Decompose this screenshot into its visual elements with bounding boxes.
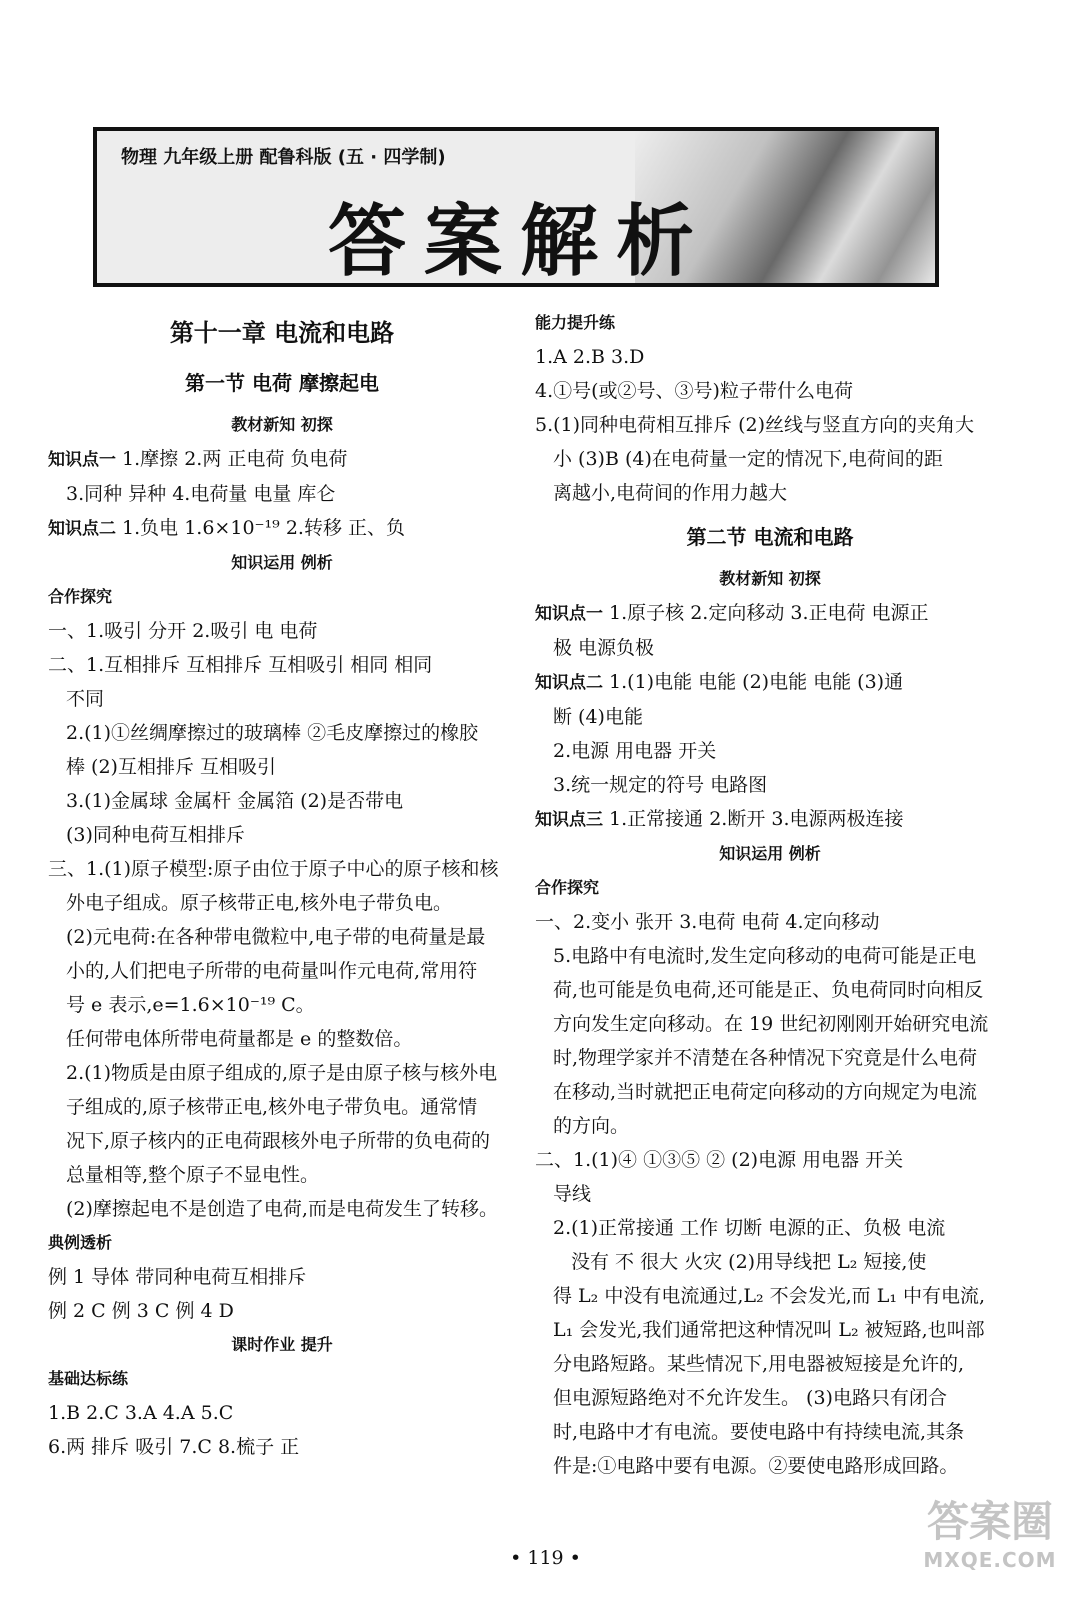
text-line: 在移动,当时就把正电荷定向移动的方向规定为电流 [553, 1081, 978, 1103]
subheading: 课时作业 提升 [231, 1335, 333, 1354]
text-line: 1.A 2.B 3.D [535, 346, 645, 368]
text-line: 知识点二 1.负电 1.6×10⁻¹⁹ 2.转移 正、负 [48, 517, 405, 539]
text-line: 导线 [553, 1183, 592, 1205]
text-line: 知识点三 1.正常接通 2.断开 3.电源两极连接 [535, 808, 904, 830]
text-line: 知识点一 1.摩擦 2.两 正电荷 负电荷 [48, 448, 348, 470]
left-column [48, 306, 516, 1464]
text-line: 1.B 2.C 3.A 4.A 5.C [48, 1402, 234, 1424]
text-line: 3.同种 异种 4.电荷量 电量 库仑 [66, 483, 336, 505]
page-title: 答案解析 [327, 197, 712, 287]
text-line: 时,物理学家并不清楚在各种情况下究竟是什么电荷 [553, 1047, 978, 1069]
text-line: 知识点二 1.(1)电能 电能 (2)电能 电能 (3)通 [535, 671, 904, 693]
text-line: 一、2.变小 张开 3.电荷 电荷 4.定向移动 [535, 911, 880, 933]
text-line: 荷,也可能是负电荷,还可能是正、负电荷同时向相反 [553, 979, 984, 1001]
chapter-title: 第十一章 电流和电路 [169, 319, 395, 347]
text-line: (2)摩擦起电不是创造了电荷,而是电荷发生了转移。 [66, 1198, 498, 1220]
title-banner [93, 127, 939, 287]
group-heading: 合作探究 [48, 587, 113, 606]
text-line: 不同 [66, 688, 105, 710]
text-line: 没有 不 很大 火灾 (2)用导线把 L₂ 短接,使 [571, 1251, 927, 1273]
text-line: 2.(1)①丝绸摩擦过的玻璃棒 ②毛皮摩擦过的橡胶 [66, 722, 479, 744]
section-title-2: 第二节 电流和电路 [686, 525, 854, 549]
text-line: 方向发生定向移动。在 19 世纪初刚刚开始研究电流 [553, 1013, 989, 1035]
watermark-logo [905, 1496, 1075, 1592]
text-line: L₁ 会发光,我们通常把这种情况叫 L₂ 被短路,也叫部 [553, 1319, 985, 1341]
book-subtitle: 物理 九年级上册 配鲁科版 (五 · 四学制) [121, 147, 446, 168]
text-line: 6.两 排斥 吸引 7.C 8.梳子 正 [48, 1436, 300, 1458]
page-number: • 119 • [510, 1547, 581, 1569]
subheading: 教材新知 初探 [231, 415, 333, 434]
text-line: 总量相等,整个原子不显电性。 [66, 1164, 320, 1186]
text-line: 3.统一规定的符号 电路图 [553, 774, 768, 796]
text-line: 号 e 表示,e=1.6×10⁻¹⁹ C。 [66, 994, 315, 1016]
text-line: (2)元电荷:在各种带电微粒中,电子带的电荷量是最 [66, 926, 486, 948]
text-line: 3.(1)金属球 金属杆 金属箔 (2)是否带电 [66, 790, 404, 812]
watermark-url: MXQE.COM [923, 1548, 1057, 1572]
text-line: 子组成的,原子核带正电,核外电子带负电。通常情 [66, 1096, 478, 1118]
text-line: 2.电源 用电器 开关 [553, 740, 717, 762]
text-line: 4.①号(或②号、③号)粒子带什么电荷 [535, 380, 853, 402]
knowledge-label: 知识点一 [48, 450, 116, 470]
text-line: 断 (4)电能 [553, 706, 643, 728]
text-line: 例 2 C 例 3 C 例 4 D [48, 1300, 234, 1322]
text-line: 件是:①电路中要有电源。②要使电路形成回路。 [553, 1455, 959, 1477]
text-line: 得 L₂ 中没有电流通过,L₂ 不会发光,而 L₁ 中有电流, [553, 1285, 986, 1307]
watermark-text: 答案圈 [926, 1497, 1053, 1546]
text-line: 任何带电体所带电荷量都是 e 的整数倍。 [66, 1028, 413, 1050]
text-line: 知识点一 1.原子核 2.定向移动 3.正电荷 电源正 [535, 602, 929, 624]
group-heading: 典例透析 [48, 1233, 113, 1252]
subheading: 教材新知 初探 [719, 569, 821, 588]
text-line: 时,电路中才有电流。要使电路中有持续电流,其条 [553, 1421, 965, 1443]
text-line: 外电子组成。原子核带正电,核外电子带负电。 [66, 892, 453, 914]
text-line: 况下,原子核内的正电荷跟核外电子所带的负电荷的 [66, 1130, 491, 1152]
text-line: 例 1 导体 带同种电荷互相排斥 [48, 1266, 307, 1288]
knowledge-label: 知识点三 [535, 810, 603, 830]
group-heading: 能力提升练 [535, 313, 616, 332]
text-line: 棒 (2)互相排斥 互相吸引 [66, 756, 276, 778]
subheading: 知识运用 例析 [719, 844, 821, 863]
text-line: 离越小,电荷间的作用力越大 [553, 482, 788, 504]
text-line: 一、1.吸引 分开 2.吸引 电 电荷 [48, 620, 318, 642]
knowledge-label: 知识点一 [535, 604, 603, 624]
group-heading: 基础达标练 [48, 1369, 129, 1388]
text-line: 5.(1)同种电荷相互排斥 (2)丝线与竖直方向的夹角大 [535, 414, 974, 436]
text-line: 小的,人们把电子所带的电荷量叫作元电荷,常用符 [66, 960, 478, 982]
knowledge-label: 知识点二 [535, 673, 603, 693]
text-line: 2.(1)物质是由原子组成的,原子是由原子核与核外电 [66, 1062, 498, 1084]
text-line: 小 (3)B (4)在电荷量一定的情况下,电荷间的距 [553, 448, 943, 470]
right-column [535, 306, 1005, 1483]
text-line: 但电源短路绝对不允许发生。 (3)电路只有闭合 [553, 1387, 947, 1409]
text-line: 分电路短路。某些情况下,用电器被短接是允许的, [553, 1353, 965, 1375]
text-line: 极 电源负极 [553, 637, 655, 659]
text-line: (3)同种电荷互相排斥 [66, 824, 245, 846]
text-line: 二、1.互相排斥 互相排斥 互相吸引 相同 相同 [48, 654, 433, 676]
section-title-1: 第一节 电荷 摩擦起电 [185, 371, 379, 395]
knowledge-label: 知识点二 [48, 519, 116, 539]
group-heading: 合作探究 [535, 878, 600, 897]
text-line: 2.(1)正常接通 工作 切断 电源的正、负极 电流 [553, 1217, 946, 1239]
subheading: 知识运用 例析 [231, 553, 333, 572]
text-line: 的方向。 [553, 1115, 630, 1137]
text-line: 三、1.(1)原子模型:原子由位于原子中心的原子核和核 [48, 858, 499, 880]
text-line: 二、1.(1)④ ①③⑤ ② (2)电源 用电器 开关 [535, 1149, 904, 1171]
text-line: 5.电路中有电流时,发生定向移动的电荷可能是正电 [553, 945, 977, 967]
